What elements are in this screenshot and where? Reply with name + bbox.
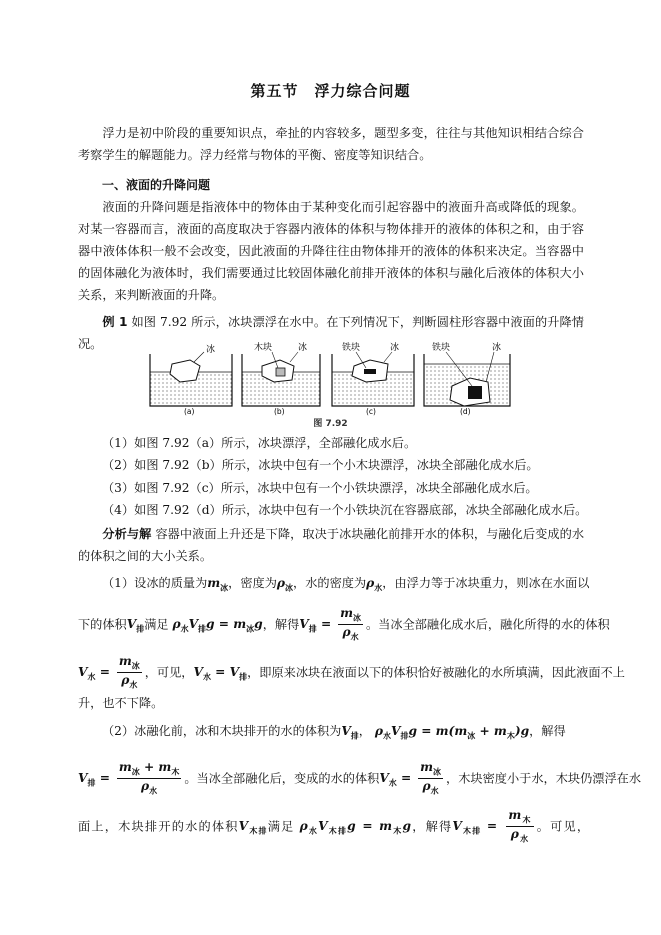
figure-label-ice-c: 冰 bbox=[390, 343, 400, 353]
figure-label-iron-d: 铁块 bbox=[432, 343, 451, 353]
text-run: ， bbox=[358, 724, 371, 738]
analysis-paragraph bbox=[78, 523, 584, 567]
intro-paragraph: 浮力是初中阶段的重要知识点，牵扯的内容较多，题型多变，往往与其他知识相结合综合考察学生的解题能力。浮力经常与物体的平衡、密度等知识结合。 bbox=[78, 126, 584, 162]
example-label: 例 1 bbox=[102, 315, 128, 329]
figure-7-92 bbox=[146, 342, 516, 416]
analysis-text: 容器中液面上升还是下降，取决于冰块融化前排开水的体积，与融化后变成的水的体积之间的大小关系。 bbox=[78, 527, 585, 563]
case-4: （4）如图 7.92（d）所示，冰块中包有一个小铁块沉在容器底部，冰块全部融化成水后。 bbox=[102, 503, 588, 517]
section-heading: 一、液面的升降问题 bbox=[102, 178, 211, 192]
sol1-line3: $V_水$ = $\frac{m_冰}{\rho_水}$ ，可见，$V_水 = V_排$，即原来冰块在液面以下的体积恰好被融化的水所填满，因此液面不上 bbox=[78, 654, 625, 690]
example-text: 如图 7.92 所示，冰块漂浮在水中。在下列情况下，判断圆柱形容器中液面的升降情况。 bbox=[78, 315, 584, 351]
text-run: ，解得 bbox=[412, 819, 453, 834]
sol1-line4: 升，也不下降。 bbox=[78, 696, 164, 710]
figure-label-iron-c: 铁块 bbox=[342, 343, 361, 353]
text-run: ，密度为 bbox=[228, 576, 277, 590]
sol1-line2: 下的体积$V_排$满足 $\rho_水V_排g = m_冰g$，解得$V_排$ = $\frac{m_冰}{\rho_水}$ 。当冰全部融化成水后，融化所得的水的体积 bbox=[78, 606, 610, 642]
figure-sub-b: (b) bbox=[274, 407, 285, 416]
figure-sub-a: (a) bbox=[184, 407, 195, 416]
text-run: ，木块密度小于水，木块仍漂浮在水 bbox=[446, 771, 642, 786]
text-run: 下的体积 bbox=[78, 617, 127, 632]
wood-block-icon bbox=[276, 368, 285, 376]
text-run: ，可见， bbox=[144, 665, 194, 680]
iron-block-icon bbox=[468, 386, 482, 399]
case-1: （1）如图 7.92（a）所示，冰块漂浮，全部融化成水后。 bbox=[102, 436, 417, 450]
text-run: （2）冰融化前，冰和木块排开的水的体积为 bbox=[102, 724, 342, 738]
text-run: ，水的密度为 bbox=[293, 576, 367, 590]
figure-panel-c bbox=[332, 342, 414, 406]
text-run: （1）设冰的质量为 bbox=[102, 576, 208, 590]
figure-panel-d bbox=[424, 342, 510, 406]
page-title: 第五节 浮力综合问题 bbox=[250, 82, 411, 100]
figure-panel-a bbox=[150, 343, 232, 406]
sol2-line3: 面上，木块排开的水的体积$V_{木排}$满足 $\rho_水V_{木排}g = m_木g$，解得$V_{木排}$ = $\frac{m_木}{\rho_水}$ 。可见， bbox=[78, 808, 591, 844]
section-paragraph: 液面的升降问题是指液体中的物体由于某种变化而引起容器中的液面升高或降低的现象。对某一容器而言，液面的高度取决于容器内液体的体积与物体排开的液体的体积之和，由于容器中液体体积一般不会改变，因此液面的升降往往由物体排开的液体的体积来决定。当容器中的固体融化为液体时，我们需要通过比较固体融化前排开液体的体积与融化后液体的体积大小关系，来判断液面的升降。 bbox=[78, 200, 584, 302]
case-3: （3）如图 7.92（c）所示，冰块中包有一个小铁块漂浮，冰块全部融化成水后。 bbox=[102, 481, 538, 495]
sol2-line2: $V_排$ = $\frac{m_冰 + m_木}{\rho_水}$ 。当冰全部融化后，变成的水的体积$V_水$ = $\frac{m_冰}{\rho_水}$ ，木块密度小于水，木块仍漂浮在水 bbox=[78, 760, 642, 796]
text-run: 。当冰全部融化成水后，融化所得的水的体积 bbox=[365, 617, 610, 632]
figure-label-ice-d: 冰 bbox=[492, 343, 502, 353]
figure-sub-c: (c) bbox=[366, 407, 376, 416]
figure-label-wood-b: 木块 bbox=[254, 343, 273, 353]
figure-panel-b bbox=[242, 342, 320, 406]
figure-sub-d: (d) bbox=[460, 407, 471, 416]
text-run: ，解得 bbox=[529, 724, 566, 738]
text-run: 满足 bbox=[144, 617, 169, 632]
text-run: 满足 bbox=[267, 819, 295, 834]
figure-label-ice-b: 冰 bbox=[298, 343, 308, 353]
text-run: 。当冰全部融化后，变成的水的体积 bbox=[184, 771, 380, 786]
case-2: （2）如图 7.92（b）所示，冰块中包有一个小木块漂浮，冰块全部融化成水后。 bbox=[102, 458, 539, 472]
text-run: ，解得 bbox=[262, 617, 300, 632]
iron-block-icon bbox=[364, 369, 376, 374]
analysis-label: 分析与解 bbox=[102, 527, 152, 541]
sol1-line1: （1）设冰的质量为$m_冰$，密度为$\rho_冰$，水的密度为$\rho_水$，由浮力等于冰块重力，则冰在水面以 bbox=[102, 576, 590, 593]
text-run: ，由浮力等于冰块重力，则冰在水面以 bbox=[382, 576, 590, 590]
text-run: 。可见， bbox=[536, 819, 591, 834]
text-run: 面上，木块排开的水的体积 bbox=[78, 819, 239, 834]
sol2-line1: （2）冰融化前，冰和木块排开的水的体积为$V_排$， $\rho_水V_排g = m(m_冰 + m_木)g$，解得 bbox=[102, 724, 566, 741]
figure-caption: 图 7.92 bbox=[313, 419, 348, 429]
figure-label-ice-a: 冰 bbox=[206, 345, 216, 355]
text-run: ，即原来冰块在液面以下的体积恰好被融化的水所填满，因此液面不上 bbox=[247, 665, 625, 680]
